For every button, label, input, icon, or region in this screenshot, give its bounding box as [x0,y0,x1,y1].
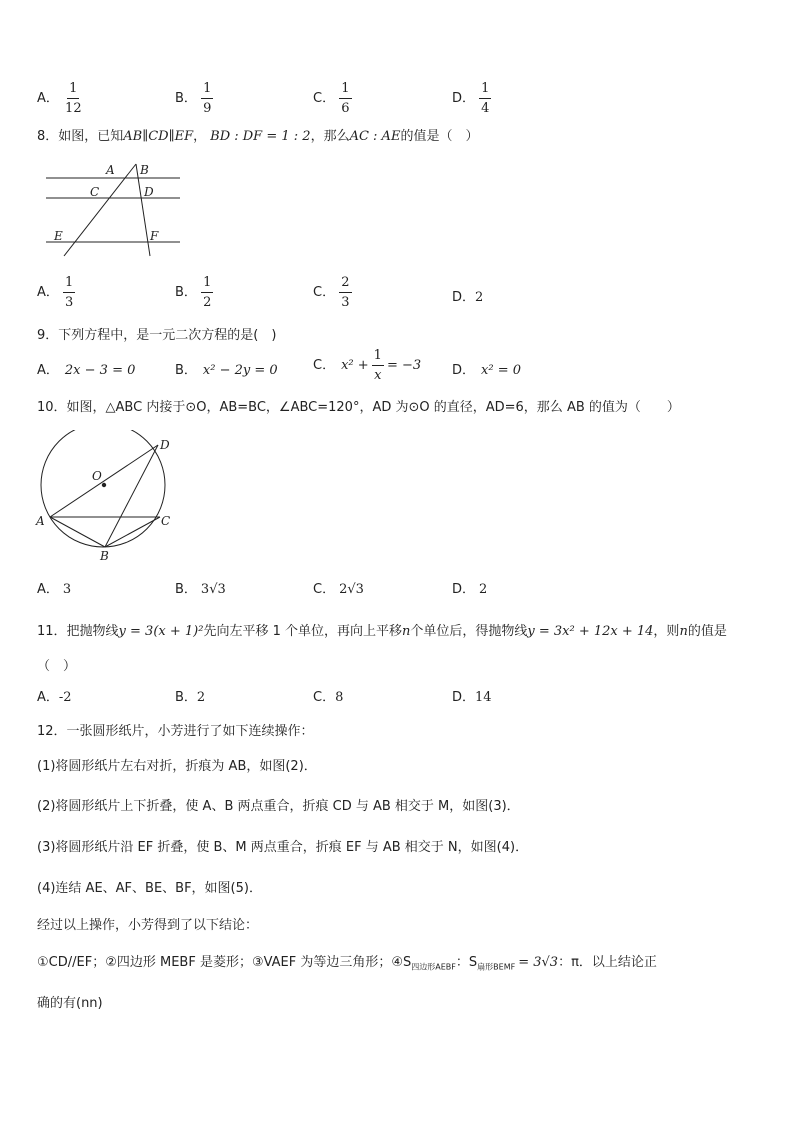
q12-lead: 经过以上操作，小芳得到了以下结论： [37,918,259,933]
q9-option-c[interactable]: C． x² + $\frac{1}{x}$ = −3 [313,348,422,383]
q9-stem: 9．下列方程中，是一元二次方程的是( ) [37,328,277,343]
q12-stem: 12．一张圆形纸片，小芳进行了如下连续操作： [37,724,314,739]
q8-option-b[interactable]: B． $\frac{1}{2}$ [175,275,212,310]
q11-answer-paren: （ ） [37,659,77,674]
q10-label-d: D [160,438,170,452]
q8-label-a: A [106,163,115,177]
q10-stem: 10．如图，△ABC 内接于⊙O，AB=BC，∠ABC=120°，AD 为⊙O 的直径，AD=6，那么 AB 的值为（ ） [37,400,680,415]
q10-option-a[interactable]: A． 3 [37,582,72,597]
q10-label-c: C [161,514,171,528]
q10-label-a: A [36,514,45,528]
q8-label-e: E [54,229,63,243]
q12-step-4: (4)连结 AE、AF、BE、BF，如图(5)． [37,881,262,896]
fraction: $\frac{1}{3}$ [65,275,74,310]
q12-step-1: (1)将圆形纸片左右对折，折痕为 AB，如图(2)． [37,759,317,774]
q9-option-b[interactable]: B． x² − 2y = 0 [175,363,278,378]
q8-label-b: B [140,163,149,177]
q11-stem: 11．把抛物线y = 3(x + 1)²先向左平移 1 个单位，再向上平移n个单位后，得抛物线y = 3x² + 12x + 14，则n的值是 [37,624,727,639]
q12-step-2: (2)将圆形纸片上下折叠，使 A、B 两点重合，折痕 CD 与 AB 相交于 M，如图(3)． [37,799,520,814]
fraction: $\frac{1}{x}$ [373,348,382,383]
fraction: $\frac{1}{6}$ [341,81,350,116]
q8-option-a[interactable]: A． $\frac{1}{3}$ [37,275,74,310]
fraction: $\frac{1}{4}$ [481,81,490,116]
q7-option-d[interactable]: D． $\frac{1}{4}$ [452,81,490,116]
q12-conclusions: ①CD//EF；②四边形 MEBF 是菱形；③VAEF 为等边三角形；$④S_{四边形AEBF}$：$S_{扇形BEMF} = 3√3$：π．以上结论正 [37,955,657,972]
q10-label-b: B [100,549,109,563]
q7-option-a[interactable]: A． $\frac{1}{12}$ [37,81,82,116]
q12-step-3: (3)将圆形纸片沿 EF 折叠，使 B、M 两点重合，折痕 EF 与 AB 相交于 N，如图(4)． [37,840,529,855]
q7-option-c[interactable]: C． $\frac{1}{6}$ [313,81,350,116]
q7-option-b[interactable]: B． $\frac{1}{9}$ [175,81,212,116]
q8-label-c: C [90,185,100,199]
q10-label-o: O [92,469,102,483]
q10-option-d[interactable]: D． 2 [452,582,488,597]
q9-option-a[interactable]: A． 2x − 3 = 0 [37,363,136,378]
fraction: $\frac{2}{3}$ [341,275,350,310]
q10-figure [30,430,190,565]
q11-option-d[interactable]: D．14 [452,690,492,705]
q8-stem: 8．如图，已知AB∥CD∥EF， BD : DF = 1 : 2，那么AC : AE的值是（ ） [37,129,479,144]
q8-figure [40,160,190,260]
q12-conclusions-cont: 确的有(nn) [37,996,103,1011]
q9-option-d[interactable]: D． x² = 0 [452,363,521,378]
q8-option-c[interactable]: C． $\frac{2}{3}$ [313,275,350,310]
q11-option-b[interactable]: B．2 [175,690,206,705]
q10-option-c[interactable]: C． 2√3 [313,582,364,597]
fraction: $\frac{1}{9}$ [203,81,212,116]
q10-option-b[interactable]: B． 3√3 [175,582,226,597]
fraction: $\frac{1}{12}$ [65,81,82,116]
q8-label-f: F [150,229,159,243]
fraction: $\frac{1}{2}$ [203,275,212,310]
q8-option-d[interactable]: D．2 [452,290,484,305]
q11-option-c[interactable]: C．8 [313,690,344,705]
q8-label-d: D [144,185,154,199]
q11-option-a[interactable]: A．-2 [37,690,72,705]
